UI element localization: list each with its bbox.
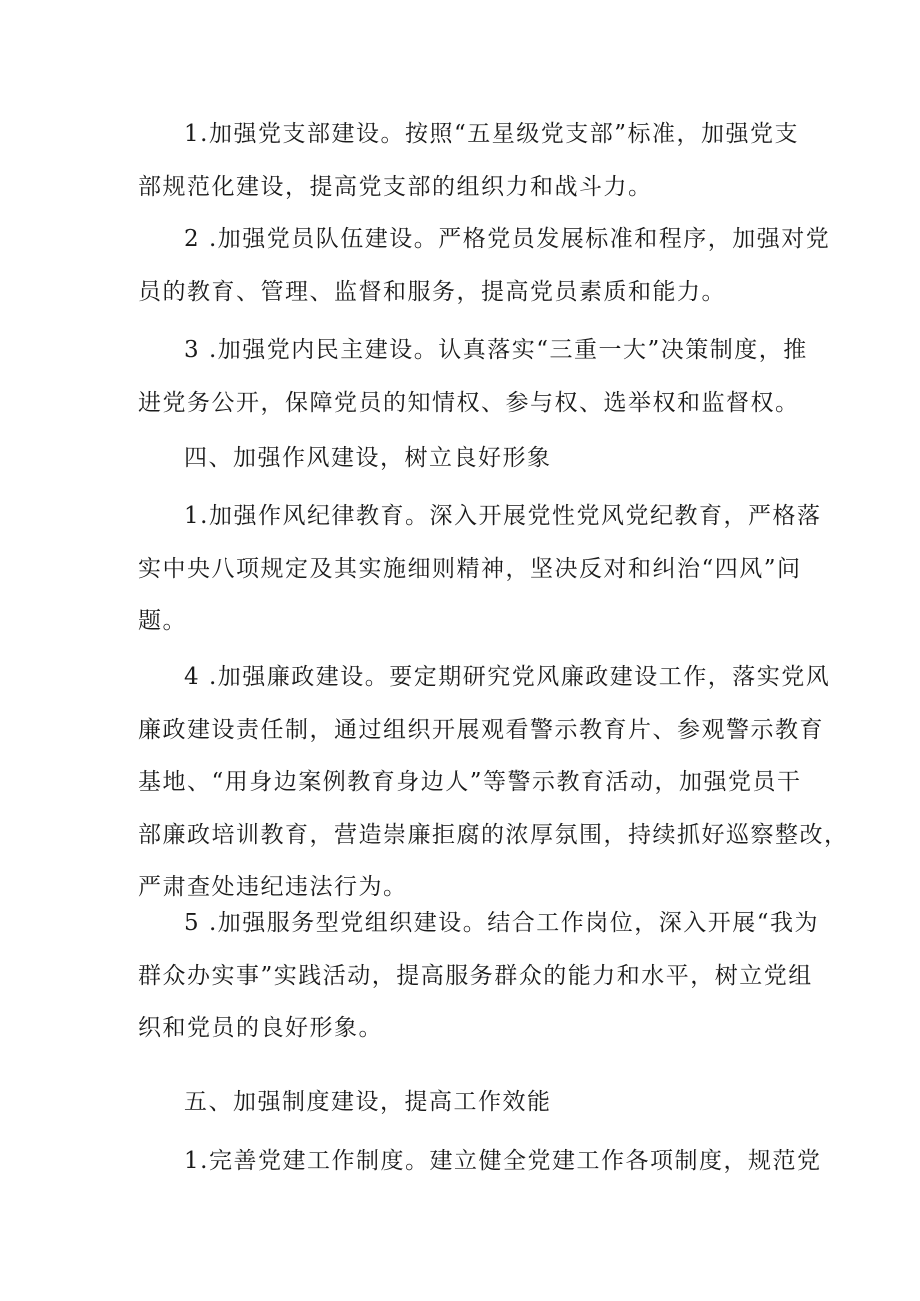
heading-text: 五、加强制度建设，提高工作效能 bbox=[184, 1089, 552, 1115]
text-line: 实中央八项规定及其实施细则精神，坚决反对和纠治“四风”问 bbox=[138, 555, 802, 582]
text-line: 基地、“用身边案例教育身边人”等警示教育活动，加强党员干 bbox=[138, 769, 802, 795]
text-line: 廉政建设责任制，通过组织开展观看警示教育片、参观警示教育 bbox=[138, 716, 824, 743]
section-heading-4 bbox=[138, 432, 798, 485]
paragraph-service-organization bbox=[138, 897, 820, 1055]
paragraph-member-team bbox=[138, 213, 831, 318]
paragraph-integrity bbox=[138, 651, 849, 914]
text-line: 题。 bbox=[138, 608, 187, 634]
text-line: 2 .加强党员队伍建设。严格党员发展标准和程序，加强对党 bbox=[184, 226, 831, 252]
text-line: 部廉政培训教育，营造崇廉拒腐的浓厚氛围，持续抓好巡察整改， bbox=[138, 821, 849, 848]
text-line: 部规范化建设，提高党支部的组织力和战斗力。 bbox=[138, 173, 653, 200]
text-line: 3 .加强党内民主建设。认真落实“三重一大”决策制度，推 bbox=[184, 337, 808, 363]
text-line: 进党务公开，保障党员的知情权、参与权、选举权和监督权。 bbox=[138, 389, 800, 416]
text-line: 严肃查处违纪违法行为。 bbox=[138, 874, 408, 900]
heading-text: 四、加强作风建设，树立良好形象 bbox=[184, 445, 552, 471]
text-line: 1.加强党支部建设。按照“五星级党支部”标准，加强党支 bbox=[184, 121, 799, 147]
text-line: 5 .加强服务型党组织建设。结合工作岗位，深入开展“我为 bbox=[184, 910, 820, 936]
paragraph-inner-democracy bbox=[138, 324, 808, 429]
paragraph-system-building bbox=[138, 1135, 822, 1188]
text-line: 1.加强作风纪律教育。深入开展党性党风党纪教育，严格落 bbox=[184, 503, 822, 529]
paragraph-style-discipline bbox=[138, 490, 822, 648]
text-line: 群众办实事”实践活动，提高服务群众的能力和水平，树立党组 bbox=[138, 962, 813, 989]
text-line: 1.完善党建工作制度。建立健全党建工作各项制度，规范党 bbox=[184, 1148, 822, 1174]
text-line: 织和党员的良好形象。 bbox=[138, 1015, 383, 1041]
paragraph-branch-building bbox=[138, 108, 798, 213]
text-line: 员的教育、管理、监督和服务，提高党员素质和能力。 bbox=[138, 278, 726, 305]
section-heading-5 bbox=[138, 1076, 798, 1129]
text-line: 4 .加强廉政建设。要定期研究党风廉政建设工作，落实党风 bbox=[184, 664, 831, 690]
